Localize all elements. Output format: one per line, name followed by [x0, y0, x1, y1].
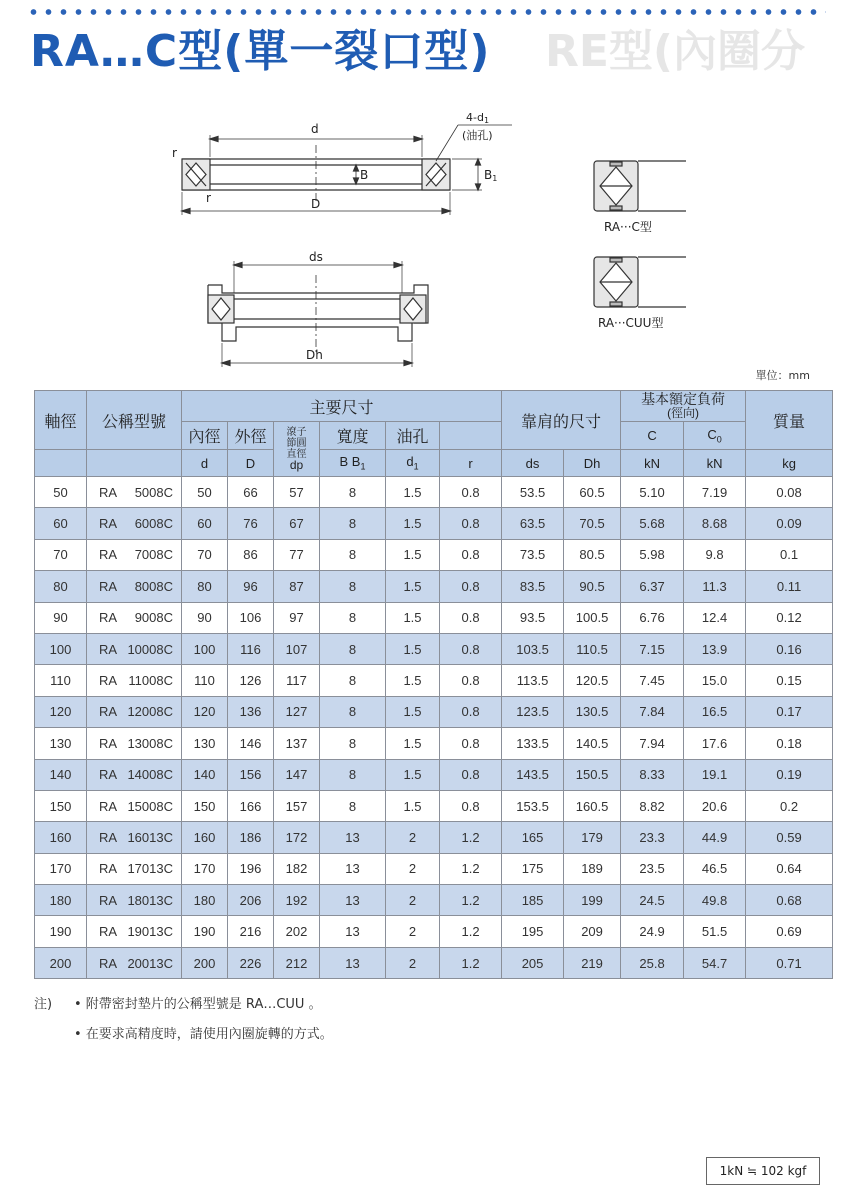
cell-D: 216: [228, 916, 274, 947]
cell-D: 136: [228, 696, 274, 727]
cell-shaft: 120: [35, 696, 87, 727]
cell-dp: 172: [274, 822, 320, 853]
cell-dp: 67: [274, 508, 320, 539]
cell-C0: 11.3: [684, 571, 746, 602]
cell-shaft: 110: [35, 665, 87, 696]
cell-dp: 147: [274, 759, 320, 790]
cell-kg: 0.08: [746, 477, 833, 508]
cell-r: 1.2: [440, 947, 502, 978]
cell-C0: 12.4: [684, 602, 746, 633]
label-B1: B1: [484, 168, 498, 183]
cell-d: 90: [182, 602, 228, 633]
label-type-c: RA···C型: [604, 220, 652, 234]
cell-C0: 46.5: [684, 853, 746, 884]
cell-d: 150: [182, 790, 228, 821]
cell-ds: 143.5: [502, 759, 564, 790]
unit-d: d: [182, 450, 228, 477]
cell-shaft: 70: [35, 539, 87, 570]
cell-B: 8: [320, 696, 386, 727]
cell-B: 13: [320, 853, 386, 884]
cell-C: 7.94: [621, 728, 684, 759]
label-oil-hole-text: (油孔): [462, 129, 493, 142]
cell-B: 8: [320, 477, 386, 508]
cell-C: 24.9: [621, 916, 684, 947]
cell-dp: 87: [274, 571, 320, 602]
cell-C: 23.3: [621, 822, 684, 853]
cell-C: 7.45: [621, 665, 684, 696]
cell-shaft: 100: [35, 633, 87, 664]
col-mass: 質量: [746, 391, 833, 450]
cell-d1: 1.5: [386, 633, 440, 664]
table-row: [35, 853, 833, 884]
cell-C: 6.76: [621, 602, 684, 633]
cell-shaft: 190: [35, 916, 87, 947]
cell-kg: 0.64: [746, 853, 833, 884]
table-row: [35, 571, 833, 602]
unit-ds: ds: [502, 450, 564, 477]
cell-dp: 117: [274, 665, 320, 696]
cell-B: 13: [320, 885, 386, 916]
cell-D: 196: [228, 853, 274, 884]
cell-kg: 0.19: [746, 759, 833, 790]
cell-Dh: 219: [564, 947, 621, 978]
cell-D: 66: [228, 477, 274, 508]
cell-d1: 1.5: [386, 571, 440, 602]
cell-d: 120: [182, 696, 228, 727]
cell-Dh: 199: [564, 885, 621, 916]
cell-model: RA 20013C: [87, 947, 182, 978]
cell-r: 0.8: [440, 759, 502, 790]
unit-model: [87, 450, 182, 477]
cell-r: 0.8: [440, 539, 502, 570]
note-1: 注) • 附帶密封墊片的公稱型號是 RA…CUU 。: [34, 997, 322, 1012]
cell-C: 5.68: [621, 508, 684, 539]
cell-C0: 17.6: [684, 728, 746, 759]
cell-B: 8: [320, 602, 386, 633]
cell-dp: 182: [274, 853, 320, 884]
label-Dh: Dh: [306, 348, 323, 362]
cell-Dh: 130.5: [564, 696, 621, 727]
cell-Dh: 60.5: [564, 477, 621, 508]
cell-dp: 137: [274, 728, 320, 759]
unit-kN-C0: kN: [684, 450, 746, 477]
cell-D: 146: [228, 728, 274, 759]
cell-Dh: 100.5: [564, 602, 621, 633]
cell-d: 180: [182, 885, 228, 916]
cell-d1: 2: [386, 916, 440, 947]
cell-shaft: 150: [35, 790, 87, 821]
cell-ds: 175: [502, 853, 564, 884]
cell-ds: 113.5: [502, 665, 564, 696]
label-r-bottom: r: [206, 191, 211, 205]
cell-kg: 0.69: [746, 916, 833, 947]
cell-C: 7.15: [621, 633, 684, 664]
cell-B: 8: [320, 728, 386, 759]
cell-Dh: 160.5: [564, 790, 621, 821]
cell-d: 50: [182, 477, 228, 508]
cell-ds: 195: [502, 916, 564, 947]
cell-Dh: 179: [564, 822, 621, 853]
col-outer: 外徑: [228, 422, 274, 450]
cell-D: 186: [228, 822, 274, 853]
cell-B: 13: [320, 916, 386, 947]
cell-kg: 0.1: [746, 539, 833, 570]
col-oil-hole: 油孔: [386, 422, 440, 450]
cell-ds: 53.5: [502, 477, 564, 508]
col-r-blank: [440, 422, 502, 450]
cell-d1: 1.5: [386, 728, 440, 759]
cell-shaft: 170: [35, 853, 87, 884]
cell-r: 0.8: [440, 790, 502, 821]
cell-d1: 1.5: [386, 508, 440, 539]
cell-model: RA 16013C: [87, 822, 182, 853]
cell-r: 0.8: [440, 602, 502, 633]
cell-model: RA 11008C: [87, 665, 182, 696]
cell-d: 80: [182, 571, 228, 602]
unit-kN-C: kN: [621, 450, 684, 477]
cell-C0: 9.8: [684, 539, 746, 570]
cell-Dh: 120.5: [564, 665, 621, 696]
cell-C0: 20.6: [684, 790, 746, 821]
cell-C0: 15.0: [684, 665, 746, 696]
cell-ds: 73.5: [502, 539, 564, 570]
cell-model: RA 7008C: [87, 539, 182, 570]
unit-conversion-box: 1kN ≒ 102 kgf: [706, 1157, 820, 1185]
cell-shaft: 50: [35, 477, 87, 508]
cell-kg: 0.2: [746, 790, 833, 821]
cell-C0: 13.9: [684, 633, 746, 664]
cell-Dh: 189: [564, 853, 621, 884]
cell-D: 156: [228, 759, 274, 790]
spec-table-body: [35, 477, 833, 979]
cell-D: 86: [228, 539, 274, 570]
col-pitch: 滾子 節圓 直徑 dp: [274, 422, 320, 477]
table-row: [35, 602, 833, 633]
cell-kg: 0.17: [746, 696, 833, 727]
cell-dp: 202: [274, 916, 320, 947]
cell-dp: 97: [274, 602, 320, 633]
table-row: [35, 947, 833, 978]
cell-D: 226: [228, 947, 274, 978]
col-C-label: C: [621, 422, 684, 450]
cell-ds: 83.5: [502, 571, 564, 602]
decorative-dot-border: [26, 8, 826, 16]
cell-kg: 0.68: [746, 885, 833, 916]
cell-B: 8: [320, 539, 386, 570]
unit-D: D: [228, 450, 274, 477]
label-r-top: r: [172, 146, 177, 160]
cell-kg: 0.18: [746, 728, 833, 759]
cell-model: RA 19013C: [87, 916, 182, 947]
cell-B: 8: [320, 790, 386, 821]
table-row: [35, 885, 833, 916]
cell-Dh: 150.5: [564, 759, 621, 790]
cell-d1: 1.5: [386, 696, 440, 727]
cell-B: 8: [320, 571, 386, 602]
cell-dp: 157: [274, 790, 320, 821]
cell-d: 130: [182, 728, 228, 759]
cell-d: 170: [182, 853, 228, 884]
note-2: • 在要求高精度時，請使用內圈旋轉的方式。: [74, 1027, 333, 1042]
cell-shaft: 130: [35, 728, 87, 759]
cell-Dh: 80.5: [564, 539, 621, 570]
cell-dp: 127: [274, 696, 320, 727]
col-group-main-dims: 主要尺寸: [182, 391, 502, 422]
cell-kg: 0.12: [746, 602, 833, 633]
cell-d1: 1.5: [386, 665, 440, 696]
cell-C0: 54.7: [684, 947, 746, 978]
cell-r: 1.2: [440, 916, 502, 947]
cell-dp: 77: [274, 539, 320, 570]
cell-D: 126: [228, 665, 274, 696]
table-row: [35, 728, 833, 759]
cell-r: 0.8: [440, 665, 502, 696]
cell-model: RA 13008C: [87, 728, 182, 759]
table-row: [35, 508, 833, 539]
cell-B: 8: [320, 665, 386, 696]
cell-C: 5.10: [621, 477, 684, 508]
cell-C0: 16.5: [684, 696, 746, 727]
cell-model: RA 10008C: [87, 633, 182, 664]
cell-C0: 51.5: [684, 916, 746, 947]
cell-r: 1.2: [440, 885, 502, 916]
cell-kg: 0.59: [746, 822, 833, 853]
label-d: d: [311, 122, 319, 136]
table-row: [35, 822, 833, 853]
cell-r: 1.2: [440, 822, 502, 853]
cell-ds: 165: [502, 822, 564, 853]
bottom-drawing-labels: [306, 250, 323, 362]
cell-ds: 205: [502, 947, 564, 978]
type-c-thumbnail: [594, 161, 686, 211]
table-row: [35, 759, 833, 790]
cell-ds: 93.5: [502, 602, 564, 633]
cell-r: 0.8: [440, 633, 502, 664]
cell-dp: 57: [274, 477, 320, 508]
table-row: [35, 633, 833, 664]
cell-C0: 49.8: [684, 885, 746, 916]
unit-BB1: B $B_1$: [320, 450, 386, 477]
cell-model: RA 17013C: [87, 853, 182, 884]
cell-B: 13: [320, 947, 386, 978]
table-row: [35, 477, 833, 508]
cell-C0: 19.1: [684, 759, 746, 790]
cell-r: 0.8: [440, 477, 502, 508]
cell-r: 0.8: [440, 508, 502, 539]
cell-kg: 0.16: [746, 633, 833, 664]
unit-kg: kg: [746, 450, 833, 477]
spec-table: [34, 390, 833, 979]
table-row: [35, 539, 833, 570]
unit-shaft: [35, 450, 87, 477]
cell-d: 190: [182, 916, 228, 947]
cell-D: 116: [228, 633, 274, 664]
unit-Dh: Dh: [564, 450, 621, 477]
cell-r: 0.8: [440, 696, 502, 727]
cell-ds: 185: [502, 885, 564, 916]
col-inner: 內徑: [182, 422, 228, 450]
cell-d: 60: [182, 508, 228, 539]
label-ds: ds: [309, 250, 323, 264]
cell-shaft: 160: [35, 822, 87, 853]
cell-D: 166: [228, 790, 274, 821]
label-type-cuu: RA···CUU型: [598, 316, 664, 330]
cell-dp: 107: [274, 633, 320, 664]
table-row: [35, 665, 833, 696]
cell-shaft: 80: [35, 571, 87, 602]
label-oil-hole: 4-d1: [466, 111, 490, 125]
unit-label: 單位：mm: [755, 369, 810, 382]
cell-B: 8: [320, 633, 386, 664]
cell-d: 200: [182, 947, 228, 978]
cell-C0: 44.9: [684, 822, 746, 853]
cell-Dh: 140.5: [564, 728, 621, 759]
cell-d1: 2: [386, 947, 440, 978]
cell-D: 106: [228, 602, 274, 633]
page-title: RA…C型(單一裂口型): [30, 26, 491, 77]
cell-d1: 1.5: [386, 790, 440, 821]
cell-kg: 0.15: [746, 665, 833, 696]
col-group-load-rating: 基本額定負荷 (徑向): [621, 391, 746, 422]
cell-ds: 133.5: [502, 728, 564, 759]
notes: [34, 990, 814, 1050]
col-C0-label: $C_0$: [684, 422, 746, 450]
cell-r: 0.8: [440, 728, 502, 759]
cell-shaft: 90: [35, 602, 87, 633]
label-B: B: [360, 168, 369, 182]
cell-C: 8.82: [621, 790, 684, 821]
col-width: 寬度: [320, 422, 386, 450]
cell-d1: 2: [386, 822, 440, 853]
cell-B: 8: [320, 508, 386, 539]
cell-d: 140: [182, 759, 228, 790]
cell-d1: 1.5: [386, 602, 440, 633]
cell-dp: 192: [274, 885, 320, 916]
cell-D: 96: [228, 571, 274, 602]
cell-kg: 0.71: [746, 947, 833, 978]
cell-Dh: 209: [564, 916, 621, 947]
cell-shaft: 140: [35, 759, 87, 790]
cell-model: RA 14008C: [87, 759, 182, 790]
cell-d: 110: [182, 665, 228, 696]
table-row: [35, 790, 833, 821]
table-row: [35, 916, 833, 947]
cell-d: 160: [182, 822, 228, 853]
type-cuu-thumbnail: [594, 257, 686, 307]
cell-Dh: 90.5: [564, 571, 621, 602]
cell-B: 13: [320, 822, 386, 853]
cell-kg: 0.09: [746, 508, 833, 539]
col-model: 公稱型號: [87, 391, 182, 450]
cell-C0: 8.68: [684, 508, 746, 539]
cell-C: 23.5: [621, 853, 684, 884]
cell-C: 24.5: [621, 885, 684, 916]
cell-model: RA 9008C: [87, 602, 182, 633]
cell-r: 1.2: [440, 853, 502, 884]
cell-model: RA 12008C: [87, 696, 182, 727]
cell-model: RA 15008C: [87, 790, 182, 821]
cell-shaft: 60: [35, 508, 87, 539]
label-D: D: [311, 197, 321, 211]
cell-model: RA 18013C: [87, 885, 182, 916]
cell-dp: 212: [274, 947, 320, 978]
cell-d: 100: [182, 633, 228, 664]
cell-C: 5.98: [621, 539, 684, 570]
cell-ds: 153.5: [502, 790, 564, 821]
cell-Dh: 70.5: [564, 508, 621, 539]
cell-ds: 123.5: [502, 696, 564, 727]
ghost-title: RE型(內圈分: [545, 26, 806, 77]
cell-ds: 63.5: [502, 508, 564, 539]
cell-shaft: 180: [35, 885, 87, 916]
cell-C: 8.33: [621, 759, 684, 790]
unit-d1: $d_1$: [386, 450, 440, 477]
cell-C: 25.8: [621, 947, 684, 978]
cell-d: 70: [182, 539, 228, 570]
cell-d1: 2: [386, 853, 440, 884]
cell-C: 7.84: [621, 696, 684, 727]
cell-model: RA 8008C: [87, 571, 182, 602]
table-row: [35, 696, 833, 727]
col-group-shoulder: 靠肩的尺寸: [502, 391, 621, 450]
cell-d1: 1.5: [386, 759, 440, 790]
cell-ds: 103.5: [502, 633, 564, 664]
cell-r: 0.8: [440, 571, 502, 602]
cell-Dh: 110.5: [564, 633, 621, 664]
bearing-drawing: [0, 95, 844, 375]
cell-shaft: 200: [35, 947, 87, 978]
cell-model: RA 5008C: [87, 477, 182, 508]
cell-D: 206: [228, 885, 274, 916]
cell-D: 76: [228, 508, 274, 539]
unit-r: r: [440, 450, 502, 477]
cell-kg: 0.11: [746, 571, 833, 602]
cell-C: 6.37: [621, 571, 684, 602]
cell-model: RA 6008C: [87, 508, 182, 539]
col-shaft: 軸徑: [35, 391, 87, 450]
cell-B: 8: [320, 759, 386, 790]
cell-d1: 1.5: [386, 539, 440, 570]
cell-d1: 2: [386, 885, 440, 916]
cell-C0: 7.19: [684, 477, 746, 508]
cell-d1: 1.5: [386, 477, 440, 508]
